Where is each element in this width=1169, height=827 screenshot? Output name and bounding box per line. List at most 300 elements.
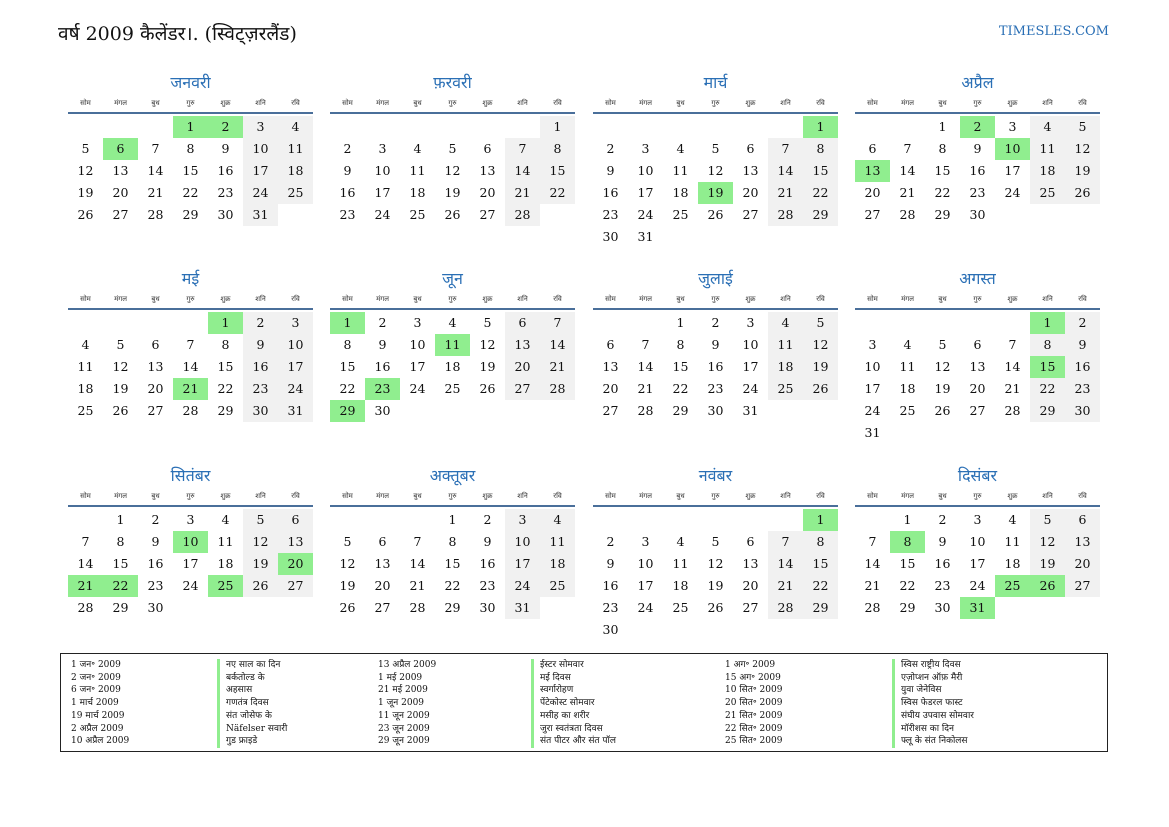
weekday-label: शुक्र <box>1007 294 1018 303</box>
month-name: जून <box>442 269 463 288</box>
day-cell: 27 <box>742 207 759 222</box>
month-2 <box>330 72 575 226</box>
day-cell: 6 <box>868 141 877 156</box>
day-cell: 22 <box>672 381 689 396</box>
holiday-name: मॉरीशस का दिन <box>901 723 954 734</box>
holiday-date: 1 अग॰ 2009 <box>725 660 776 670</box>
holiday-date: 21 सित॰ 2009 <box>725 710 783 721</box>
day-cell: 8 <box>343 337 352 352</box>
day-cell: 10 <box>864 359 881 374</box>
day-cell: 9 <box>973 141 982 156</box>
day-cell: 28 <box>768 597 803 619</box>
holiday-date: 22 सित॰ 2009 <box>725 723 783 734</box>
day-cell: 2 <box>711 315 720 330</box>
day-cell: 31 <box>864 425 881 440</box>
day-cell: 14 <box>768 160 803 182</box>
empty-cell <box>400 116 435 138</box>
empty-cell <box>593 509 628 531</box>
holiday-name: मसीह का शरीर <box>540 710 590 721</box>
holiday-day-cell: 1 <box>208 312 243 334</box>
day-cell: 19 <box>112 381 129 396</box>
day-cell: 30 <box>243 400 278 422</box>
day-cell: 5 <box>1030 509 1065 531</box>
weekday-label: शनि <box>517 491 528 500</box>
empty-cell <box>138 116 173 138</box>
empty-cell <box>330 116 365 138</box>
empty-cell <box>890 116 925 138</box>
day-cell: 3 <box>641 141 650 156</box>
day-cell: 19 <box>339 578 356 593</box>
weekday-label: शुक्र <box>482 98 493 107</box>
day-cell: 14 <box>864 556 881 571</box>
weekday-label: शनि <box>780 491 791 500</box>
day-cell: 7 <box>540 312 575 334</box>
day-cell: 29 <box>1030 400 1065 422</box>
weekday-label: बुध <box>413 98 422 107</box>
day-grid <box>593 507 838 641</box>
weekday-header <box>330 290 575 310</box>
empty-cell <box>698 509 733 531</box>
day-cell: 27 <box>1065 575 1100 597</box>
weekday-label: शुक्र <box>745 491 756 500</box>
day-cell: 24 <box>409 381 426 396</box>
day-cell: 21 <box>768 575 803 597</box>
day-cell: 13 <box>278 531 313 553</box>
day-cell: 19 <box>1030 553 1065 575</box>
day-cell: 19 <box>479 359 496 374</box>
day-cell: 17 <box>278 356 313 378</box>
empty-cell <box>470 116 505 138</box>
day-cell: 25 <box>540 575 575 597</box>
day-cell: 7 <box>768 531 803 553</box>
weekday-label: सोम <box>867 294 878 303</box>
day-cell: 29 <box>112 600 129 615</box>
day-cell: 2 <box>483 512 492 527</box>
day-cell: 5 <box>1065 116 1100 138</box>
weekday-label: बुध <box>151 294 160 303</box>
day-grid <box>593 114 838 248</box>
empty-cell <box>68 116 103 138</box>
holiday-dates-col-2 <box>378 659 436 748</box>
weekday-header <box>68 290 313 310</box>
day-cell: 14 <box>540 334 575 356</box>
day-cell: 23 <box>217 185 234 200</box>
day-cell: 29 <box>217 403 234 418</box>
holiday-date: 29 जून 2009 <box>378 736 430 747</box>
day-cell: 11 <box>672 556 689 571</box>
day-cell: 24 <box>637 600 654 615</box>
day-cell: 25 <box>278 182 313 204</box>
holiday-date: 20 सित॰ 2009 <box>725 698 783 709</box>
empty-cell <box>960 312 995 334</box>
holiday-date: 6 जन॰ 2009 <box>71 685 121 696</box>
holiday-name: अहसास <box>226 685 253 696</box>
day-cell: 14 <box>637 359 654 374</box>
day-cell: 4 <box>1008 512 1017 527</box>
weekday-label: सोम <box>342 98 353 107</box>
day-cell: 9 <box>378 337 387 352</box>
weekday-label: शनि <box>255 98 266 107</box>
weekday-label: मंगल <box>376 294 389 303</box>
day-cell: 11 <box>1030 138 1065 160</box>
weekday-header <box>593 290 838 310</box>
weekday-label: सोम <box>342 491 353 500</box>
day-cell: 5 <box>711 141 720 156</box>
month-name: अगस्त <box>959 269 996 288</box>
holiday-name: ईस्टर सोमवार <box>540 660 584 670</box>
holiday-day-cell: 29 <box>330 400 365 422</box>
day-cell: 5 <box>803 312 838 334</box>
day-cell: 4 <box>676 141 685 156</box>
weekday-label: मंगल <box>901 294 914 303</box>
day-cell: 21 <box>147 185 164 200</box>
day-cell: 17 <box>409 359 426 374</box>
weekday-header <box>68 94 313 114</box>
holiday-day-cell: 20 <box>278 553 313 575</box>
holiday-day-cell: 22 <box>103 575 138 597</box>
day-cell: 24 <box>505 575 540 597</box>
day-cell: 19 <box>77 185 94 200</box>
day-cell: 16 <box>707 359 724 374</box>
day-cell: 22 <box>339 381 356 396</box>
weekday-label: शनि <box>255 294 266 303</box>
holiday-dates-col-3 <box>725 659 782 748</box>
day-cell: 23 <box>479 578 496 593</box>
day-cell: 23 <box>1065 378 1100 400</box>
day-cell: 15 <box>899 556 916 571</box>
day-cell: 26 <box>934 403 951 418</box>
page-title: वर्ष 2009 कैलेंडर।. (स्विट्ज़रलैंड) <box>58 23 297 45</box>
day-cell: 27 <box>864 207 881 222</box>
weekday-label: मंगल <box>639 294 652 303</box>
weekday-label: शनि <box>1042 491 1053 500</box>
day-cell: 30 <box>1065 400 1100 422</box>
site-link[interactable]: TIMESLES.COM <box>998 24 1109 39</box>
holiday-day-cell: 11 <box>435 334 470 356</box>
day-cell: 1 <box>938 119 947 134</box>
day-cell: 21 <box>864 578 881 593</box>
day-cell: 10 <box>243 138 278 160</box>
day-cell: 6 <box>278 509 313 531</box>
day-cell: 2 <box>151 512 160 527</box>
month-8 <box>855 268 1100 444</box>
day-cell: 8 <box>803 531 838 553</box>
holiday-name: मई दिवस <box>540 672 571 683</box>
day-cell: 27 <box>602 403 619 418</box>
day-cell: 9 <box>343 163 352 178</box>
day-cell: 9 <box>221 141 230 156</box>
month-name: अक्तूबर <box>429 466 476 485</box>
day-cell: 2 <box>606 534 615 549</box>
day-cell: 31 <box>505 597 540 619</box>
weekday-label: बुध <box>151 491 160 500</box>
day-cell: 3 <box>641 534 650 549</box>
day-cell: 11 <box>409 163 426 178</box>
day-cell: 15 <box>217 359 234 374</box>
day-cell: 5 <box>448 141 457 156</box>
day-cell: 21 <box>637 381 654 396</box>
day-cell: 15 <box>339 359 356 374</box>
day-cell: 23 <box>243 378 278 400</box>
weekday-label: गुरु <box>711 491 720 500</box>
day-cell: 15 <box>803 160 838 182</box>
day-cell: 18 <box>672 578 689 593</box>
day-grid <box>68 114 313 226</box>
day-cell: 26 <box>1065 182 1100 204</box>
day-grid <box>330 507 575 619</box>
holiday-day-cell: 1 <box>803 509 838 531</box>
day-cell: 27 <box>374 600 391 615</box>
day-cell: 12 <box>934 359 951 374</box>
holiday-date: 23 जून 2009 <box>378 723 430 734</box>
day-grid <box>68 507 313 619</box>
day-cell: 30 <box>479 600 496 615</box>
day-cell: 12 <box>1030 531 1065 553</box>
day-cell: 12 <box>707 163 724 178</box>
month-name: सितंबर <box>170 466 211 485</box>
weekday-header <box>593 94 838 114</box>
day-cell: 10 <box>637 163 654 178</box>
day-cell: 25 <box>444 381 461 396</box>
day-cell: 8 <box>116 534 125 549</box>
holiday-name: गणतंत्र दिवस <box>226 698 269 709</box>
day-cell: 28 <box>147 207 164 222</box>
holiday-name: संत जोसेफ के <box>226 710 272 721</box>
day-cell: 18 <box>672 185 689 200</box>
day-cell: 4 <box>768 312 803 334</box>
day-cell: 26 <box>707 600 724 615</box>
day-cell: 22 <box>1030 378 1065 400</box>
weekday-label: रवि <box>1078 98 1087 107</box>
weekday-label: शनि <box>255 491 266 500</box>
day-cell: 5 <box>116 337 125 352</box>
day-cell: 18 <box>278 160 313 182</box>
day-cell: 8 <box>803 138 838 160</box>
day-cell: 18 <box>768 356 803 378</box>
month-11 <box>593 465 838 641</box>
weekday-label: मंगल <box>901 491 914 500</box>
day-cell: 23 <box>602 600 619 615</box>
day-cell: 4 <box>278 116 313 138</box>
day-cell: 20 <box>602 381 619 396</box>
day-cell: 24 <box>637 207 654 222</box>
holiday-date: 1 मई 2009 <box>378 672 423 683</box>
weekday-label: गुरु <box>973 491 982 500</box>
empty-cell <box>435 116 470 138</box>
holiday-day-cell: 2 <box>208 116 243 138</box>
day-cell: 4 <box>221 512 230 527</box>
holiday-day-cell: 25 <box>208 575 243 597</box>
weekday-label: बुध <box>413 294 422 303</box>
empty-cell <box>593 312 628 334</box>
day-cell: 10 <box>505 531 540 553</box>
weekday-header <box>330 94 575 114</box>
day-cell: 8 <box>938 141 947 156</box>
day-cell: 22 <box>444 578 461 593</box>
day-cell: 25 <box>409 207 426 222</box>
day-cell: 12 <box>1065 138 1100 160</box>
holiday-names-col-1 <box>217 659 287 748</box>
month-1 <box>68 72 313 226</box>
day-cell: 3 <box>186 512 195 527</box>
holiday-day-cell: 21 <box>173 378 208 400</box>
weekday-label: गुरु <box>448 294 457 303</box>
day-cell: 24 <box>742 381 759 396</box>
day-cell: 13 <box>374 556 391 571</box>
day-cell: 2 <box>378 315 387 330</box>
empty-cell <box>698 116 733 138</box>
weekday-label: मंगल <box>901 98 914 107</box>
day-cell: 16 <box>147 556 164 571</box>
day-cell: 22 <box>899 578 916 593</box>
holiday-date: 21 मई 2009 <box>378 685 428 696</box>
day-cell: 21 <box>409 578 426 593</box>
day-cell: 16 <box>339 185 356 200</box>
weekday-label: शुक्र <box>745 98 756 107</box>
day-cell: 17 <box>243 160 278 182</box>
day-cell: 14 <box>505 160 540 182</box>
weekday-label: सोम <box>80 98 91 107</box>
day-cell: 12 <box>339 556 356 571</box>
day-cell: 2 <box>243 312 278 334</box>
day-cell: 4 <box>676 534 685 549</box>
day-cell: 2 <box>1065 312 1100 334</box>
day-cell: 15 <box>112 556 129 571</box>
weekday-label: गुरु <box>448 491 457 500</box>
day-cell: 15 <box>182 163 199 178</box>
empty-cell <box>365 509 400 531</box>
day-cell: 3 <box>868 337 877 352</box>
day-cell: 24 <box>1004 185 1021 200</box>
day-cell: 1 <box>448 512 457 527</box>
day-cell: 28 <box>409 600 426 615</box>
empty-cell <box>768 509 803 531</box>
day-cell: 16 <box>1065 356 1100 378</box>
day-cell: 29 <box>803 597 838 619</box>
day-cell: 19 <box>934 381 951 396</box>
day-cell: 14 <box>768 553 803 575</box>
day-cell: 11 <box>672 163 689 178</box>
day-cell: 24 <box>374 207 391 222</box>
day-cell: 7 <box>505 138 540 160</box>
day-cell: 23 <box>602 207 619 222</box>
day-cell: 28 <box>637 403 654 418</box>
day-cell: 6 <box>151 337 160 352</box>
day-cell: 4 <box>903 337 912 352</box>
day-cell: 14 <box>1004 359 1021 374</box>
day-cell: 31 <box>278 400 313 422</box>
day-cell: 27 <box>479 207 496 222</box>
day-cell: 11 <box>540 531 575 553</box>
day-cell: 14 <box>182 359 199 374</box>
day-cell: 20 <box>864 185 881 200</box>
day-cell: 16 <box>243 356 278 378</box>
day-cell: 28 <box>540 378 575 400</box>
day-cell: 8 <box>676 337 685 352</box>
day-cell: 6 <box>746 141 755 156</box>
day-cell: 2 <box>938 512 947 527</box>
day-cell: 17 <box>864 381 881 396</box>
day-cell: 14 <box>409 556 426 571</box>
weekday-label: गुरु <box>186 294 195 303</box>
holiday-name: जुरा स्वतंत्रता दिवस <box>540 723 603 734</box>
day-cell: 4 <box>81 337 90 352</box>
day-cell: 19 <box>243 553 278 575</box>
holiday-date: 1 जन॰ 2009 <box>71 660 121 670</box>
month-4 <box>855 72 1100 226</box>
day-cell: 24 <box>864 403 881 418</box>
month-name: जुलाई <box>698 269 733 288</box>
weekday-label: बुध <box>676 98 685 107</box>
day-cell: 4 <box>448 315 457 330</box>
weekday-header <box>593 487 838 507</box>
weekday-label: शनि <box>517 98 528 107</box>
holiday-name: Näfelser सवारी <box>226 723 288 734</box>
month-name: नवंबर <box>698 466 733 485</box>
empty-cell <box>925 312 960 334</box>
day-cell: 8 <box>448 534 457 549</box>
weekday-label: मंगल <box>114 98 127 107</box>
weekday-label: सोम <box>80 294 91 303</box>
holiday-name: संत पीटर और संत पॉल <box>540 736 616 747</box>
month-9 <box>68 465 313 619</box>
day-cell: 27 <box>742 600 759 615</box>
day-cell: 3 <box>243 116 278 138</box>
day-cell: 5 <box>483 315 492 330</box>
day-cell: 27 <box>147 403 164 418</box>
day-cell: 29 <box>803 204 838 226</box>
day-cell: 10 <box>637 556 654 571</box>
weekday-label: शुक्र <box>1007 491 1018 500</box>
weekday-label: रवि <box>291 491 300 500</box>
empty-cell <box>663 116 698 138</box>
day-cell: 6 <box>606 337 615 352</box>
day-cell: 17 <box>742 359 759 374</box>
holiday-name: स्विस राष्ट्रीय दिवस <box>901 660 961 670</box>
weekday-label: गुरु <box>186 491 195 500</box>
day-cell: 14 <box>147 163 164 178</box>
weekday-label: रवि <box>553 294 562 303</box>
holiday-day-cell: 10 <box>995 138 1030 160</box>
day-cell: 8 <box>540 138 575 160</box>
day-cell: 13 <box>479 163 496 178</box>
day-cell: 29 <box>934 207 951 222</box>
day-cell: 28 <box>182 403 199 418</box>
day-cell: 20 <box>742 185 759 200</box>
day-cell: 9 <box>606 556 615 571</box>
day-cell: 21 <box>899 185 916 200</box>
day-cell: 21 <box>505 182 540 204</box>
weekday-label: रवि <box>816 98 825 107</box>
day-grid <box>855 114 1100 226</box>
day-cell: 30 <box>602 229 619 244</box>
day-cell: 7 <box>641 337 650 352</box>
day-cell: 28 <box>77 600 94 615</box>
day-cell: 27 <box>278 575 313 597</box>
weekday-label: बुध <box>676 294 685 303</box>
day-cell: 4 <box>1030 116 1065 138</box>
day-cell: 20 <box>112 185 129 200</box>
day-cell: 7 <box>186 337 195 352</box>
weekday-label: गुरु <box>186 98 195 107</box>
day-cell: 7 <box>903 141 912 156</box>
weekday-label: सोम <box>605 294 616 303</box>
weekday-label: रवि <box>291 294 300 303</box>
holiday-day-cell: 1 <box>803 116 838 138</box>
day-cell: 21 <box>768 182 803 204</box>
holiday-name: गुड फ्राइडे <box>226 736 258 747</box>
day-cell: 19 <box>707 578 724 593</box>
